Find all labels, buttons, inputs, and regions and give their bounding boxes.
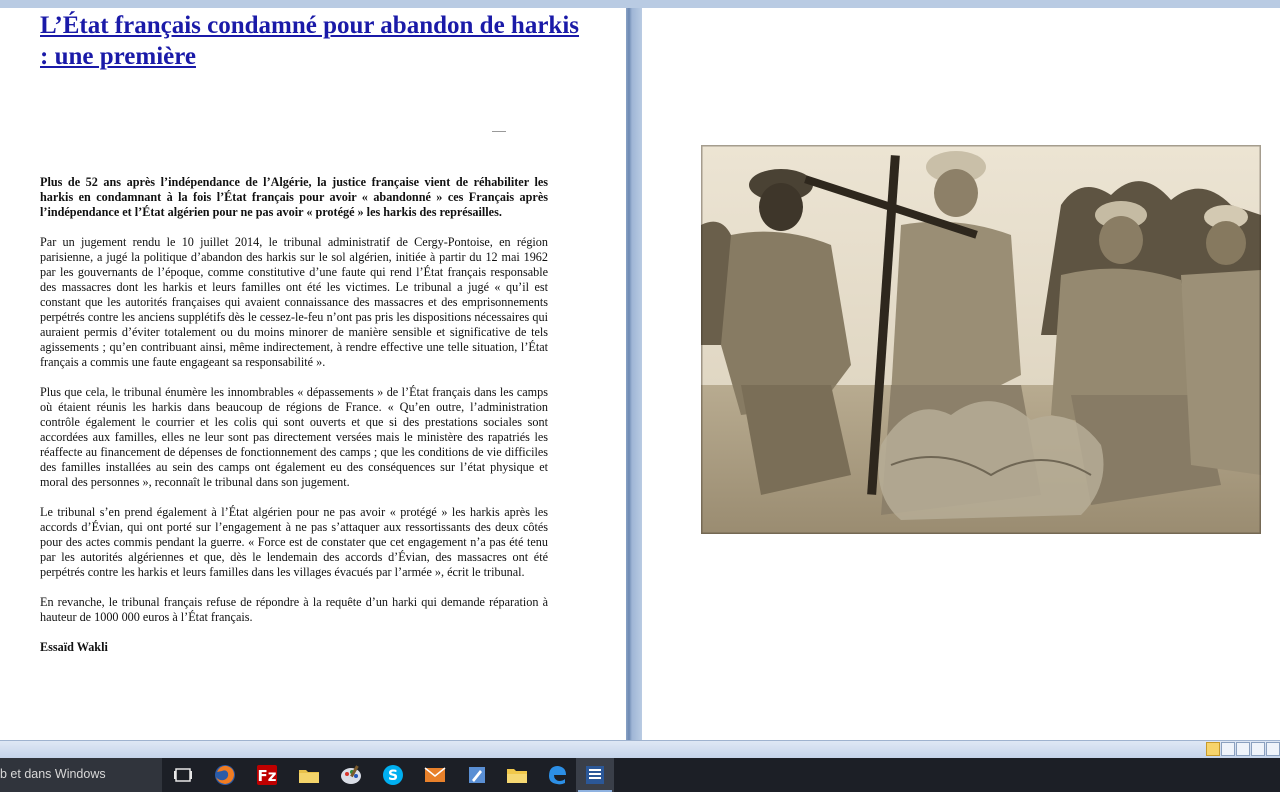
status-bar: [0, 740, 1280, 758]
article-author: Essaïd Wakli: [40, 640, 108, 654]
article-paragraph-3: Le tribunal s’en prend également à l’État algérien pour ne pas avoir « protégé » les harkis après les accords d’Évian, qui ont porté sur l’engagement à ne pas s’attaquer aux ressortissants des deux côtés pour des actes commis pendant la guerre. « Force est de constater que cet engagement n’a pas été tenu par les autorités algériennes et que, dès le lendemain des accords d’Évian, des massacres ont été perpétrés contre les harkis et leurs familles dans les villages évacués par l’armée », écrit le tribunal.: [40, 505, 548, 579]
article-body: [40, 175, 548, 670]
pen-icon[interactable]: [465, 763, 489, 787]
firefox-icon[interactable]: [213, 763, 237, 787]
outline-view-icon[interactable]: [1251, 742, 1265, 756]
file-explorer-icon[interactable]: [505, 763, 529, 787]
word-icon[interactable]: [583, 763, 607, 787]
view-buttons: [1206, 742, 1280, 758]
skype-icon[interactable]: [381, 763, 405, 787]
task-view-icon[interactable]: [171, 763, 195, 787]
mail-icon[interactable]: [423, 763, 447, 787]
folder-icon[interactable]: [297, 763, 321, 787]
search-box[interactable]: [0, 758, 162, 792]
windows-taskbar: [0, 758, 1280, 792]
article-lead: Plus de 52 ans après l’indépendance de l’Algérie, la justice française vient de réhabiliter les harkis en condamnant à la fois l’État français pour avoir « abandonné » ces Français après l’indépendance et l’État algérien pour ne pas avoir « protégé » les harkis des représailles.: [40, 175, 548, 219]
page-right[interactable]: [642, 8, 1280, 740]
svg-text:Fz: Fz: [257, 767, 277, 785]
article-paragraph-4: En revanche, le tribunal français refuse de répondre à la requête d’un harki qui demande réparation à hauteur de 1000 000 euros à l’État français.: [40, 595, 548, 624]
page-left[interactable]: [0, 8, 626, 740]
stray-mark: [492, 131, 506, 132]
filezilla-icon[interactable]: [255, 763, 279, 787]
full-screen-view-icon[interactable]: [1221, 742, 1235, 756]
article-paragraph-2: Plus que cela, le tribunal énumère les innombrables « dépassements » de l’État français dans les camps où étaient réunis les harkis dans beaucoup de régions de France. « Qu’en outre, l’administration contrôle également le courrier et les colis qui sont ouverts et que si des prestations sociales sont accordées aux familles, elles ne leur sont pas directement versées mais le ministère des rapatriés les réaffecte au financement de dépenses de fonctionnement des camps ; que les conditions de vie difficiles des familles installées au sein des camps ont également eu des conséquences sur l’état physique et moral des personnes », reconnaît le tribunal dans son jugement.: [40, 385, 548, 489]
svg-text:S: S: [387, 768, 399, 784]
draft-view-icon[interactable]: [1266, 742, 1280, 756]
harkis-photo[interactable]: [701, 145, 1261, 534]
top-ruler-strip: [0, 0, 1280, 8]
paint-icon[interactable]: [339, 763, 363, 787]
page-divider: [626, 8, 642, 740]
article-title[interactable]: L’État français condamné pour abandon de harkis : une première: [40, 12, 580, 70]
print-layout-view-icon[interactable]: [1206, 742, 1220, 756]
search-placeholder: b et dans Windows: [0, 767, 106, 781]
edge-icon[interactable]: [545, 763, 569, 787]
web-layout-view-icon[interactable]: [1236, 742, 1250, 756]
article-paragraph-1: Par un jugement rendu le 10 juillet 2014, le tribunal administratif de Cergy-Pontoise, en région parisienne, a jugé la politique d’abandon des harkis sur le sol algérien, initiée à partir du 12 mai 1962 par les gouvernants de l’époque, comme constitutive d’une faute qui rend l’État français responsable des massacres dont les harkis et leurs familles ont été les victimes. Le tribunal a jugé « qu’il est constant que les autorités françaises qui avaient connaissance des massacres et des emprisonnements perpétrés contre les anciens supplétifs dès le cessez-le-feu n’ont pas pris les dispositions nécessaires qui auraient permis d’éviter totalement ou du moins minorer de manière sensible et significative de tels agissements ; qu’en contribuant ainsi, même indirectement, à rendre effective une telle situation, l’État français a commis une faute engageant sa responsabilité ».: [40, 235, 548, 369]
